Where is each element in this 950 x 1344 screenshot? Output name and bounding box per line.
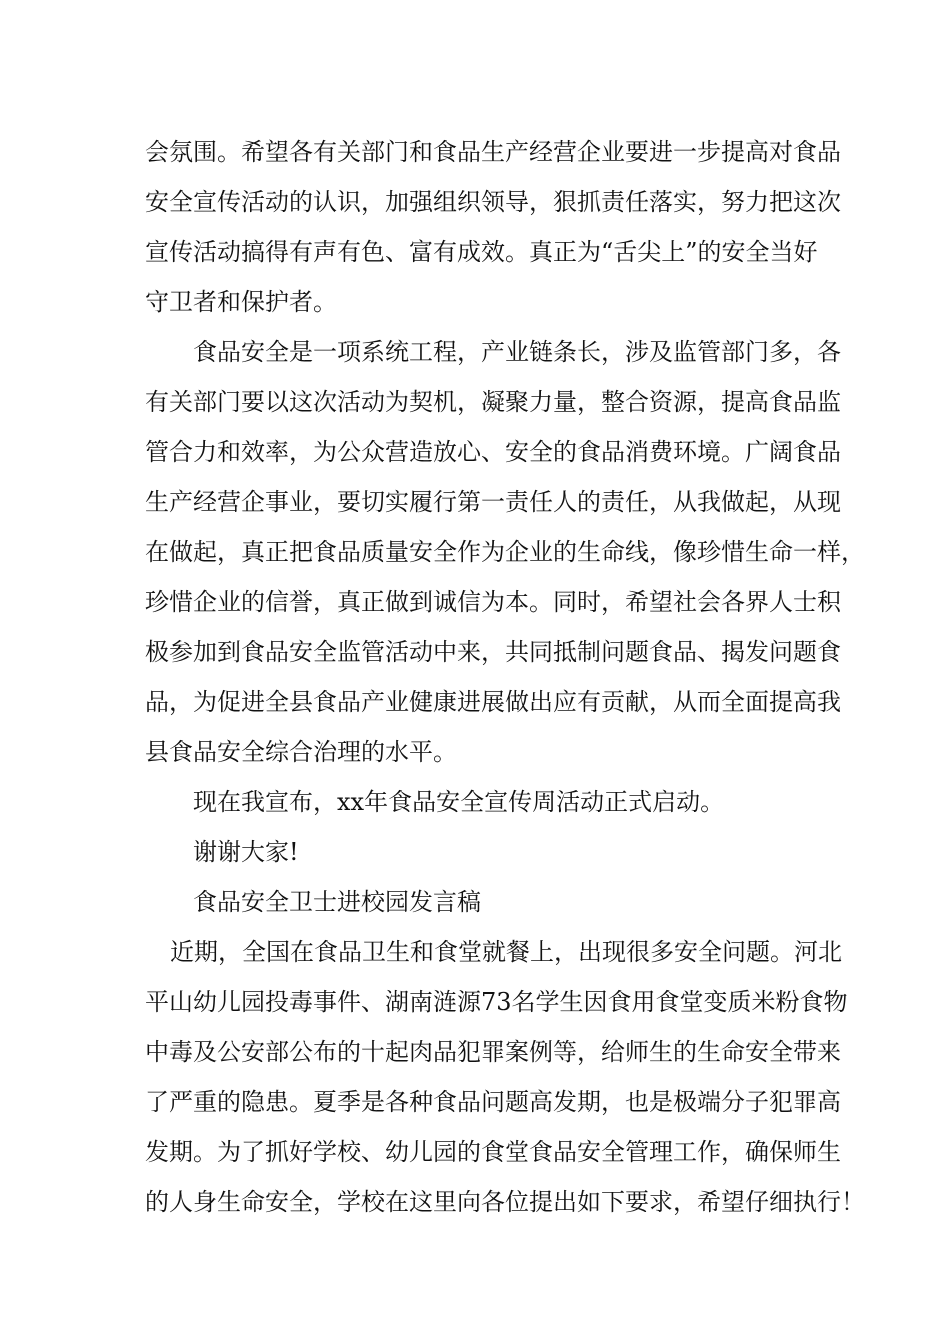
paragraph-line: 近期，全国在食品卫生和食堂就餐上，出现很多安全问题。河北 bbox=[170, 938, 842, 966]
paragraph-line: 守卫者和保护者。 bbox=[145, 288, 337, 316]
paragraph-line: 中毒及公安部公布的十起肉品犯罪案例等，给师生的生命安全带来 bbox=[145, 1038, 841, 1066]
paragraph-line: 宣传活动搞得有声有色、富有成效。真正为“舌尖上”的安全当好 bbox=[145, 238, 818, 266]
paragraph-line: 食品安全是一项系统工程，产业链条长，涉及监管部门多，各 bbox=[193, 338, 841, 366]
paragraph-line: 生产经营企事业，要切实履行第一责任人的责任，从我做起，从现 bbox=[145, 488, 841, 516]
paragraph-line: 有关部门要以这次活动为契机，凝聚力量，整合资源，提高食品监 bbox=[145, 388, 841, 416]
paragraph-line: 品，为促进全县食品产业健康进展做出应有贡献，从而全面提高我 bbox=[145, 688, 841, 716]
section-title: 食品安全卫士进校园发言稿 bbox=[193, 888, 481, 916]
paragraph-line: 极参加到食品安全监管活动中来，共同抵制问题食品、揭发问题食 bbox=[145, 638, 841, 666]
paragraph-line: 在做起，真正把食品质量安全作为企业的生命线，像珍惜生命一样， bbox=[145, 538, 865, 566]
paragraph-line: 珍惜企业的信誉，真正做到诚信为本。同时，希望社会各界人士积 bbox=[145, 588, 841, 616]
paragraph-line: 平山幼儿园投毒事件、湖南涟源73名学生因食用食堂变质米粉食物 bbox=[145, 988, 848, 1016]
paragraph-line: 安全宣传活动的认识，加强组织领导，狠抓责任落实，努力把这次 bbox=[145, 188, 841, 216]
paragraph-line: 了严重的隐患。夏季是各种食品问题高发期，也是极端分子犯罪高 bbox=[145, 1088, 841, 1116]
paragraph-line: 县食品安全综合治理的水平。 bbox=[145, 738, 457, 766]
paragraph-line: 会氛围。希望各有关部门和食品生产经营企业要进一步提高对食品 bbox=[145, 138, 841, 166]
paragraph-line: 发期。为了抓好学校、幼儿园的食堂食品安全管理工作，确保师生 bbox=[145, 1138, 841, 1166]
paragraph-line: 管合力和效率，为公众营造放心、安全的食品消费环境。广阔食品 bbox=[145, 438, 841, 466]
announcement-line: 现在我宣布，xx年食品安全宣传周活动正式启动。 bbox=[193, 788, 725, 816]
thanks-line: 谢谢大家! bbox=[193, 838, 299, 866]
paragraph-line: 的人身生命安全，学校在这里向各位提出如下要求，希望仔细执行！ bbox=[145, 1188, 865, 1216]
